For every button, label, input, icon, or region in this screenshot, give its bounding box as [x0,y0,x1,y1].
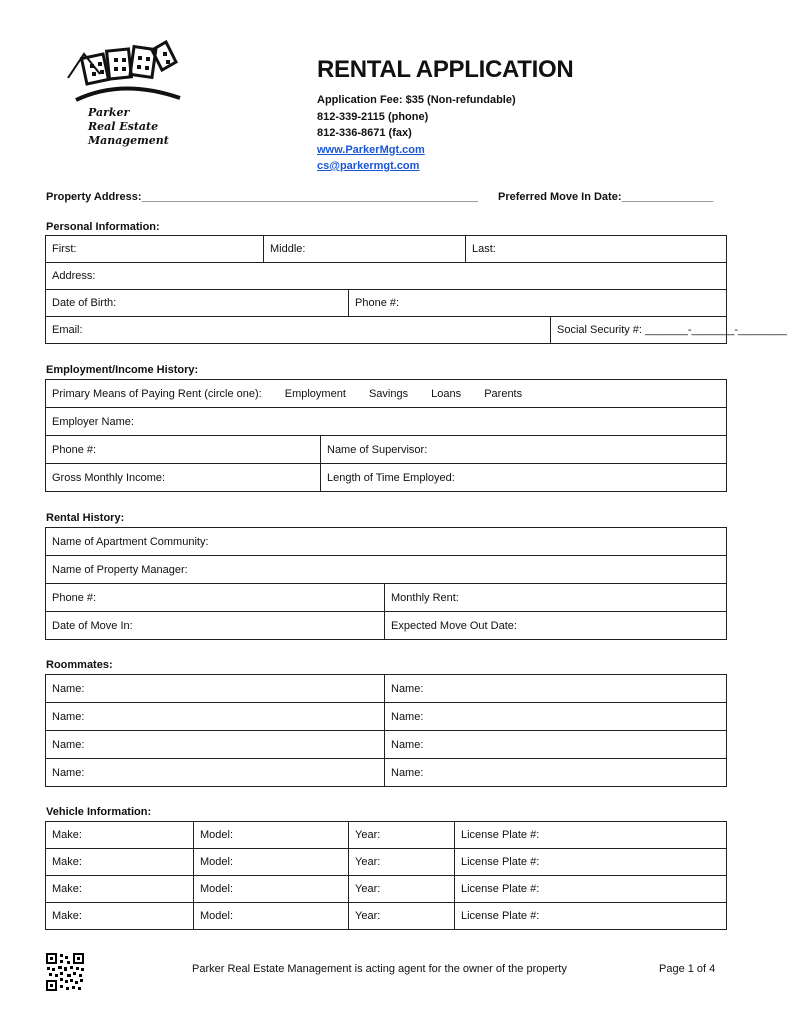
table-row [46,675,727,703]
section-heading-personal: Personal Information: [46,221,160,233]
logo-wordmark [88,106,169,148]
table-row [46,263,727,290]
option-parents[interactable]: Parents [484,387,523,400]
monthly-rent-field[interactable]: Monthly Rent: [385,584,727,612]
length-employed-field[interactable]: Length of Time Employed: [321,464,727,492]
license-plate-field[interactable]: License Plate #: [455,876,727,903]
middle-name-field[interactable]: Middle: [264,236,466,263]
gross-income-field[interactable]: Gross Monthly Income: [46,464,321,492]
table-row [46,876,727,903]
roommate-name-field[interactable]: Name: [46,731,385,759]
logo-line: Real Estate [88,120,159,133]
roommate-name-field[interactable]: Name: [46,703,385,731]
table-row [46,464,727,492]
vehicle-model-field[interactable]: Model: [194,849,349,876]
table-row [46,317,727,344]
table-row [46,759,727,787]
table-row [46,584,727,612]
vehicle-model-field[interactable]: Model: [194,903,349,930]
personal-info-table [45,235,787,344]
rental-phone-field[interactable]: Phone #: [46,584,385,612]
date-of-birth-field[interactable]: Date of Birth: [46,290,349,317]
logo-line: Parker [88,106,130,119]
rent-payment-means-label: Primary Means of Paying Rent (circle one): [52,387,262,400]
vehicle-model-field[interactable]: Model: [194,876,349,903]
email-link[interactable]: cs@parkermgt.com [317,160,420,172]
table-row [46,703,727,731]
phone-number: 812-339-2115 (phone) [317,110,429,123]
last-name-field[interactable]: Last: [466,236,727,263]
application-fee: Application Fee: $35 (Non-refundable) [317,94,516,106]
option-loans[interactable]: Loans [431,387,462,400]
employer-name-field[interactable]: Employer Name: [46,408,727,436]
license-plate-field[interactable]: License Plate #: [455,822,727,849]
vehicle-make-field[interactable]: Make: [46,903,194,930]
table-row [46,408,727,436]
table-row [46,556,727,584]
social-security-field[interactable]: Social Security #: _______-_______-________ [551,317,727,344]
qr-code-icon [46,953,84,991]
table-row [46,236,727,263]
email-field[interactable]: Email: [46,317,551,344]
table-row [46,380,727,408]
table-row [46,731,727,759]
vehicle-make-field[interactable]: Make: [46,822,194,849]
table-row [46,822,727,849]
roommate-name-field[interactable]: Name: [385,675,727,703]
page-title: RENTAL APPLICATION [317,56,574,83]
option-employment[interactable]: Employment [284,387,346,400]
table-row [46,849,727,876]
move-in-date-history-field[interactable]: Date of Move In: [46,612,385,640]
roommate-name-field[interactable]: Name: [385,759,727,787]
vehicle-year-field[interactable]: Year: [349,903,455,930]
fax-number: 812-336-8671 (fax) [317,127,412,139]
section-heading-employment: Employment/Income History: [46,364,199,376]
agent-note: Parker Real Estate Management is acting agent for the owner of the property [192,963,567,975]
table-row [46,612,727,640]
rental-history-table [45,527,727,640]
employment-table [45,379,727,492]
table-row [46,903,727,930]
license-plate-field[interactable]: License Plate #: [455,849,727,876]
vehicle-model-field[interactable]: Model: [194,822,349,849]
vehicle-make-field[interactable]: Make: [46,876,194,903]
section-heading-rental: Rental History: [46,512,125,524]
table-row [46,528,727,556]
apartment-community-field[interactable]: Name of Apartment Community: [46,528,727,556]
phone-field[interactable]: Phone #: [349,290,727,317]
vehicle-make-field[interactable]: Make: [46,849,194,876]
vehicle-year-field[interactable]: Year: [349,822,455,849]
move-in-date-field[interactable]: Preferred Move In Date:_______________ [498,191,714,203]
license-plate-field[interactable]: License Plate #: [455,903,727,930]
roommate-name-field[interactable]: Name: [385,703,727,731]
vehicle-year-field[interactable]: Year: [349,849,455,876]
rent-payment-means-row [46,380,727,408]
page-number: Page 1 of 4 [659,963,716,975]
property-manager-field[interactable]: Name of Property Manager: [46,556,727,584]
employer-phone-field[interactable]: Phone #: [46,436,321,464]
address-field[interactable]: Address: [46,263,727,290]
contact-block [317,92,516,175]
supervisor-name-field[interactable]: Name of Supervisor: [321,436,727,464]
roommates-table [45,674,727,787]
section-heading-vehicle: Vehicle Information: [46,806,152,818]
website-link[interactable]: www.ParkerMgt.com [317,143,425,156]
move-out-date-field[interactable]: Expected Move Out Date: [385,612,727,640]
roommate-name-field[interactable]: Name: [385,731,727,759]
option-savings[interactable]: Savings [368,387,409,400]
first-name-field[interactable]: First: [46,236,264,263]
roommate-name-field[interactable]: Name: [46,675,385,703]
roommate-name-field[interactable]: Name: [46,759,385,787]
property-address-field[interactable]: Property Address:_______________________________________________________ [46,191,479,203]
logo-line: Management [88,134,169,147]
table-row [46,436,727,464]
vehicle-year-field[interactable]: Year: [349,876,455,903]
section-heading-roommates: Roommates: [46,659,113,671]
table-row [46,290,727,317]
vehicle-table [45,821,727,930]
